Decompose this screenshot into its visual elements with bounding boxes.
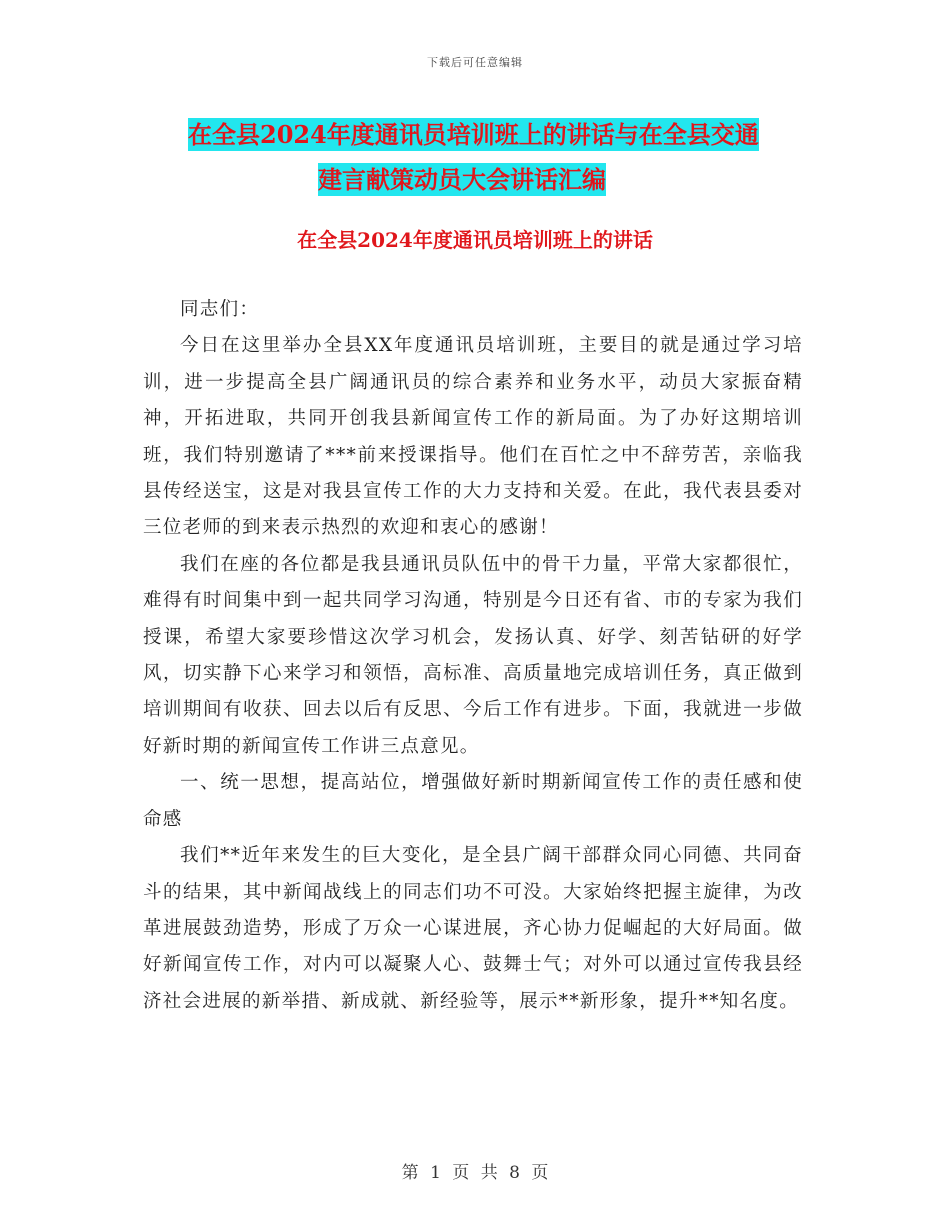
document-body (143, 292, 803, 1020)
document-title-line-2 (188, 157, 828, 202)
body-paragraph: 我们在座的各位都是我县通讯员队伍中的骨干力量，平常大家都很忙，难得有时间集中到一起共同学习沟通，特别是今日还有省、市的专家为我们授课，希望大家要珍惜这次学习机会，发扬认真、好学、刻苦钻研的好学风，切实静下心来学习和领悟，高标准、高质量地完成培训任务，真正做到培训期间有收获、回去以后有反思、今后工作有进步。下面，我就进一步做好新时期的新闻宣传工作讲三点意见。 (143, 553, 803, 757)
body-paragraph: 今日在这里举办全县XX年度通讯员培训班，主要目的就是通过学习培训，进一步提高全县广阔通讯员的综合素养和业务水平，动员大家振奋精神，开拓进取，共同开创我县新闻宣传工作的新局面。为了办好这期培训班，我们特别邀请了***前来授课指导。他们在百忙之中不辞劳苦，亲临我县传经送宝，这是对我县宣传工作的大力支持和关爱。在此，我代表县委对三位老师的到来表示热烈的欢迎和衷心的感谢！ (143, 335, 803, 539)
page-number: 第 1 页 共 8 页 (401, 1163, 549, 1183)
title-highlight: 建言献策动员大会讲话汇编 (318, 165, 606, 194)
page-header-note: 下载后可任意编辑 (427, 56, 523, 69)
document-title (188, 112, 828, 202)
body-paragraph: 我们**近年来发生的巨大变化，是全县广阔干部群众同心同德、共同奋斗的结果，其中新闻战线上的同志们功不可没。大家始终把握主旋律，为改革进展鼓劲造势，形成了万众一心谋进展，齐心协力促崛起的大好局面。做好新闻宣传工作，对内可以凝聚人心、鼓舞士气；对外可以通过宣传我县经济社会进展的新举措、新成就、新经验等，展示**新形象，提升**知名度。 (143, 845, 803, 1012)
document-title-line-1 (188, 112, 828, 157)
section-heading: 一、统一思想，提高站位，增强做好新时期新闻宣传工作的责任感和使命感 (143, 772, 803, 830)
section-title: 在全县2024年度通讯员培训班上的讲话 (297, 228, 653, 252)
title-highlight: 在全县2024年度通讯员培训班上的讲话与在全县交通 (188, 120, 759, 149)
salutation: 同志们： (180, 299, 260, 320)
